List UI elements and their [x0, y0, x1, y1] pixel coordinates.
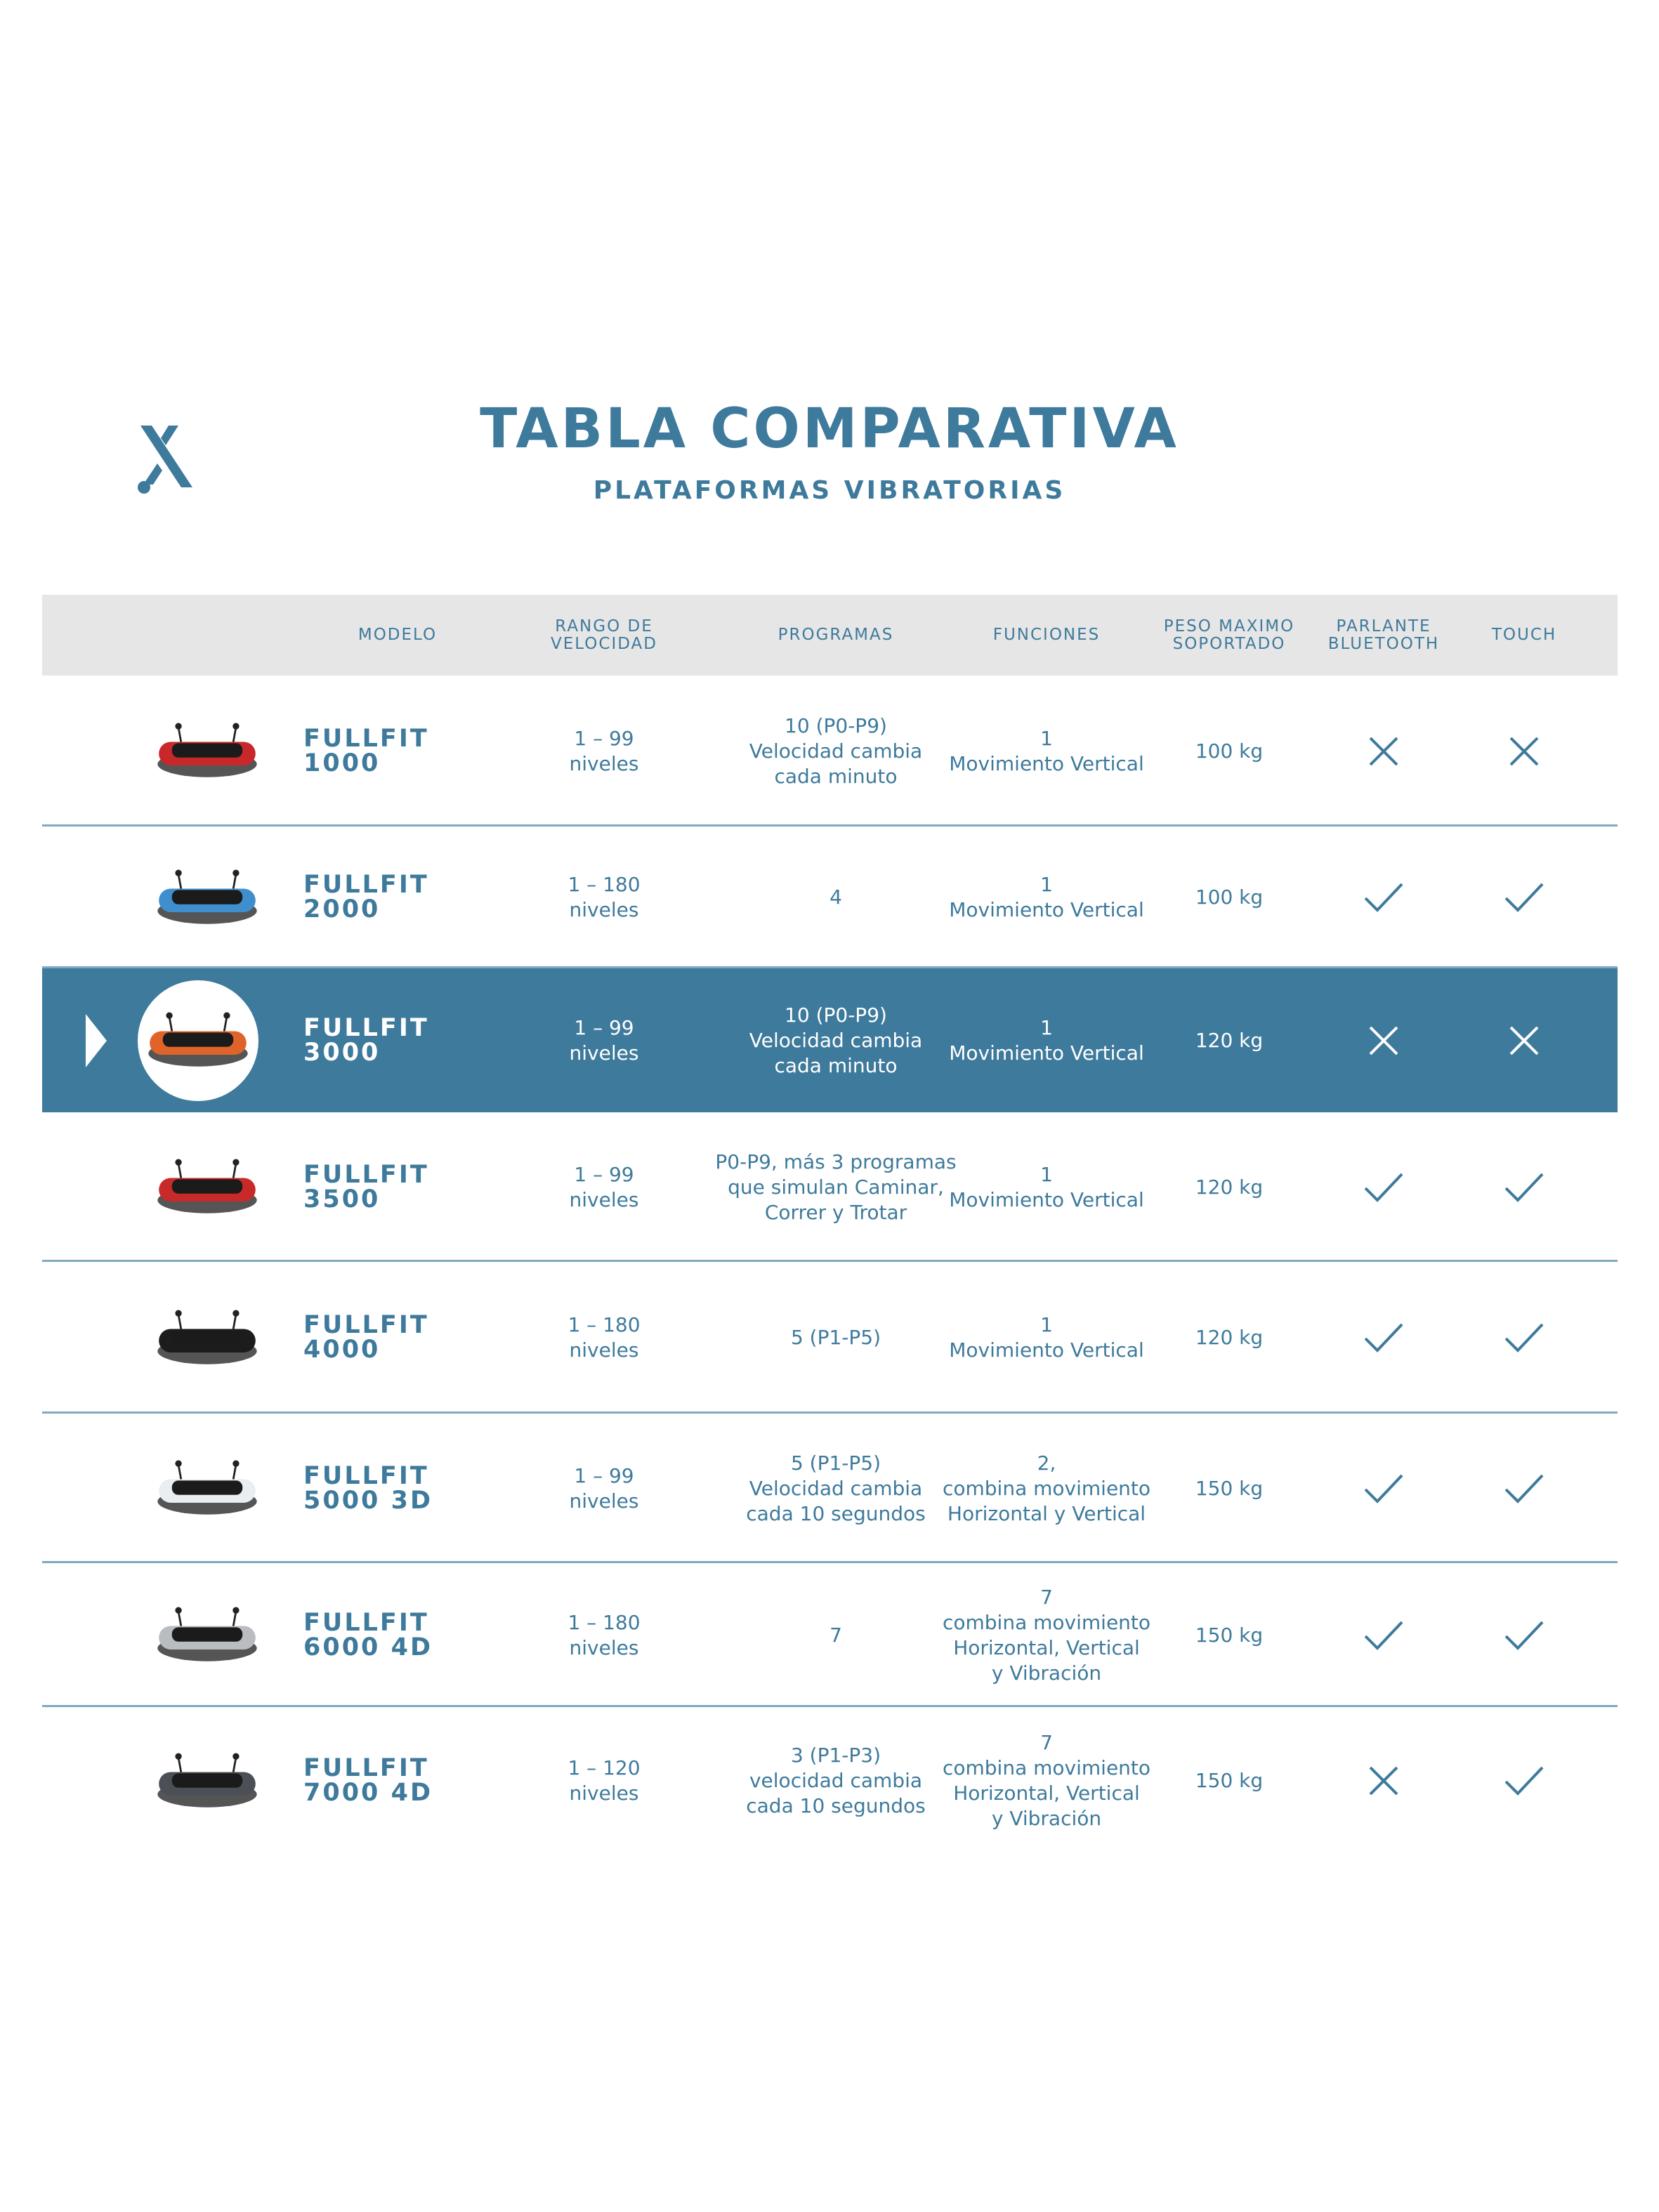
touch-check-icon [1454, 827, 1594, 968]
bluetooth-cross-icon [1313, 968, 1454, 1112]
product-image [126, 827, 288, 968]
speed-range: 1 – 180 niveles [568, 873, 641, 921]
speed-range: 1 – 99 niveles [569, 1162, 639, 1211]
speed-range: 1 – 99 niveles [569, 726, 639, 775]
model-name-line2: 7000 4D [303, 1779, 433, 1807]
table-row[interactable] [42, 1262, 1618, 1414]
product-image [126, 676, 288, 827]
model-name-line2: 4000 [303, 1336, 381, 1364]
page-subtitle: PLATAFORMAS VIBRATORIAS [593, 476, 1066, 505]
model-name-line2: 2000 [303, 895, 381, 923]
model-name [303, 827, 514, 968]
programs: P0-P9, más 3 programas que simulan Caminar, Correr y Trotar [715, 1150, 957, 1224]
model-name-line1: FULLFIT [303, 1013, 429, 1042]
touch-cross-icon [1454, 968, 1594, 1112]
table-row[interactable] [42, 1414, 1618, 1563]
col-header-programas: PROGRAMAS [778, 626, 894, 645]
speed-range: 1 – 180 niveles [568, 1313, 641, 1362]
model-name-line1: FULLFIT [303, 1461, 429, 1490]
speed-range: 1 – 120 niveles [568, 1756, 641, 1805]
bluetooth-check-icon [1313, 1112, 1454, 1262]
page-title: TABLA COMPARATIVA [480, 397, 1179, 461]
max-weight: 120 kg [1195, 1326, 1264, 1349]
product-image [126, 1262, 288, 1414]
bluetooth-cross-icon [1313, 676, 1454, 827]
product-image [138, 968, 258, 1112]
col-header-touch: TOUCH [1491, 626, 1557, 645]
table-row[interactable] [42, 1707, 1618, 1855]
model-name-line2: 5000 3D [303, 1486, 433, 1515]
bluetooth-check-icon [1313, 1563, 1454, 1707]
programs: 5 (P1-P5) [790, 1326, 881, 1349]
touch-cross-icon [1454, 676, 1594, 827]
model-name [303, 1707, 514, 1855]
model-name [303, 968, 514, 1112]
col-header-rango: RANGO DE VELOCIDAD [551, 617, 657, 653]
product-image [126, 1563, 288, 1707]
touch-check-icon [1454, 1262, 1594, 1414]
programs: 10 (P0-P9) Velocidad cambia cada minuto [749, 1003, 923, 1077]
bluetooth-check-icon [1313, 827, 1454, 968]
product-image [126, 1414, 288, 1563]
model-name [303, 1563, 514, 1707]
table-row[interactable] [42, 968, 1618, 1112]
selected-arrow-icon [86, 1014, 107, 1067]
product-image [126, 1707, 288, 1855]
model-name [303, 1112, 514, 1262]
programs: 4 [830, 886, 842, 909]
table-row[interactable] [42, 827, 1618, 968]
model-name-line2: 1000 [303, 749, 381, 777]
model-name [303, 1414, 514, 1563]
functions: 1 Movimiento Vertical [949, 726, 1144, 775]
touch-check-icon [1454, 1112, 1594, 1262]
model-name-line2: 3000 [303, 1038, 381, 1067]
bluetooth-check-icon [1313, 1262, 1454, 1414]
max-weight: 100 kg [1195, 739, 1264, 763]
col-header-funciones: FUNCIONES [992, 626, 1101, 645]
functions: 7 combina movimiento Horizontal, Vertical y Vibración [942, 1731, 1151, 1830]
programs: 10 (P0-P9) Velocidad cambia cada minuto [749, 713, 923, 788]
functions: 1 Movimiento Vertical [949, 1313, 1144, 1362]
max-weight: 100 kg [1195, 886, 1264, 909]
col-header-peso: PESO MAXIMO SOPORTADO [1163, 617, 1295, 653]
functions: 1 Movimiento Vertical [949, 1162, 1144, 1211]
table-row[interactable] [42, 1112, 1618, 1262]
programs: 7 [830, 1623, 842, 1647]
touch-check-icon [1454, 1707, 1594, 1855]
max-weight: 120 kg [1195, 1028, 1264, 1052]
max-weight: 150 kg [1195, 1623, 1264, 1647]
model-name [303, 676, 514, 827]
model-name-line2: 6000 4D [303, 1633, 433, 1661]
col-header-modelo: MODELO [358, 626, 438, 645]
max-weight: 150 kg [1195, 1476, 1264, 1500]
max-weight: 120 kg [1195, 1175, 1264, 1199]
model-name-line1: FULLFIT [303, 724, 429, 753]
col-header-parlante: PARLANTE BLUETOOTH [1327, 617, 1440, 653]
functions: 7 combina movimiento Horizontal, Vertical y Vibración [942, 1585, 1151, 1685]
model-name-line1: FULLFIT [303, 1754, 429, 1782]
programs: 5 (P1-P5) Velocidad cambia cada 10 segundos [746, 1451, 926, 1525]
model-name-line1: FULLFIT [303, 1160, 429, 1189]
model-name [303, 1262, 514, 1414]
touch-check-icon [1454, 1414, 1594, 1563]
bluetooth-check-icon [1313, 1414, 1454, 1563]
model-name-line2: 3500 [303, 1185, 381, 1213]
speed-range: 1 – 99 niveles [569, 1015, 639, 1065]
model-name-line1: FULLFIT [303, 1311, 429, 1339]
bluetooth-cross-icon [1313, 1707, 1454, 1855]
functions: 1 Movimiento Vertical [949, 873, 1144, 921]
table-row[interactable] [42, 676, 1618, 827]
speed-range: 1 – 99 niveles [569, 1463, 639, 1513]
functions: 1 Movimiento Vertical [949, 1015, 1144, 1065]
speed-range: 1 – 180 niveles [568, 1610, 641, 1659]
max-weight: 150 kg [1195, 1769, 1264, 1792]
functions: 2, combina movimiento Horizontal y Vertical [942, 1451, 1151, 1525]
model-name-line1: FULLFIT [303, 871, 429, 899]
touch-check-icon [1454, 1563, 1594, 1707]
table-row[interactable] [42, 1563, 1618, 1707]
programs: 3 (P1-P3) velocidad cambia cada 10 segundos [746, 1744, 926, 1817]
model-name-line1: FULLFIT [303, 1608, 429, 1637]
product-image [126, 1112, 288, 1262]
table-header [42, 595, 1618, 676]
